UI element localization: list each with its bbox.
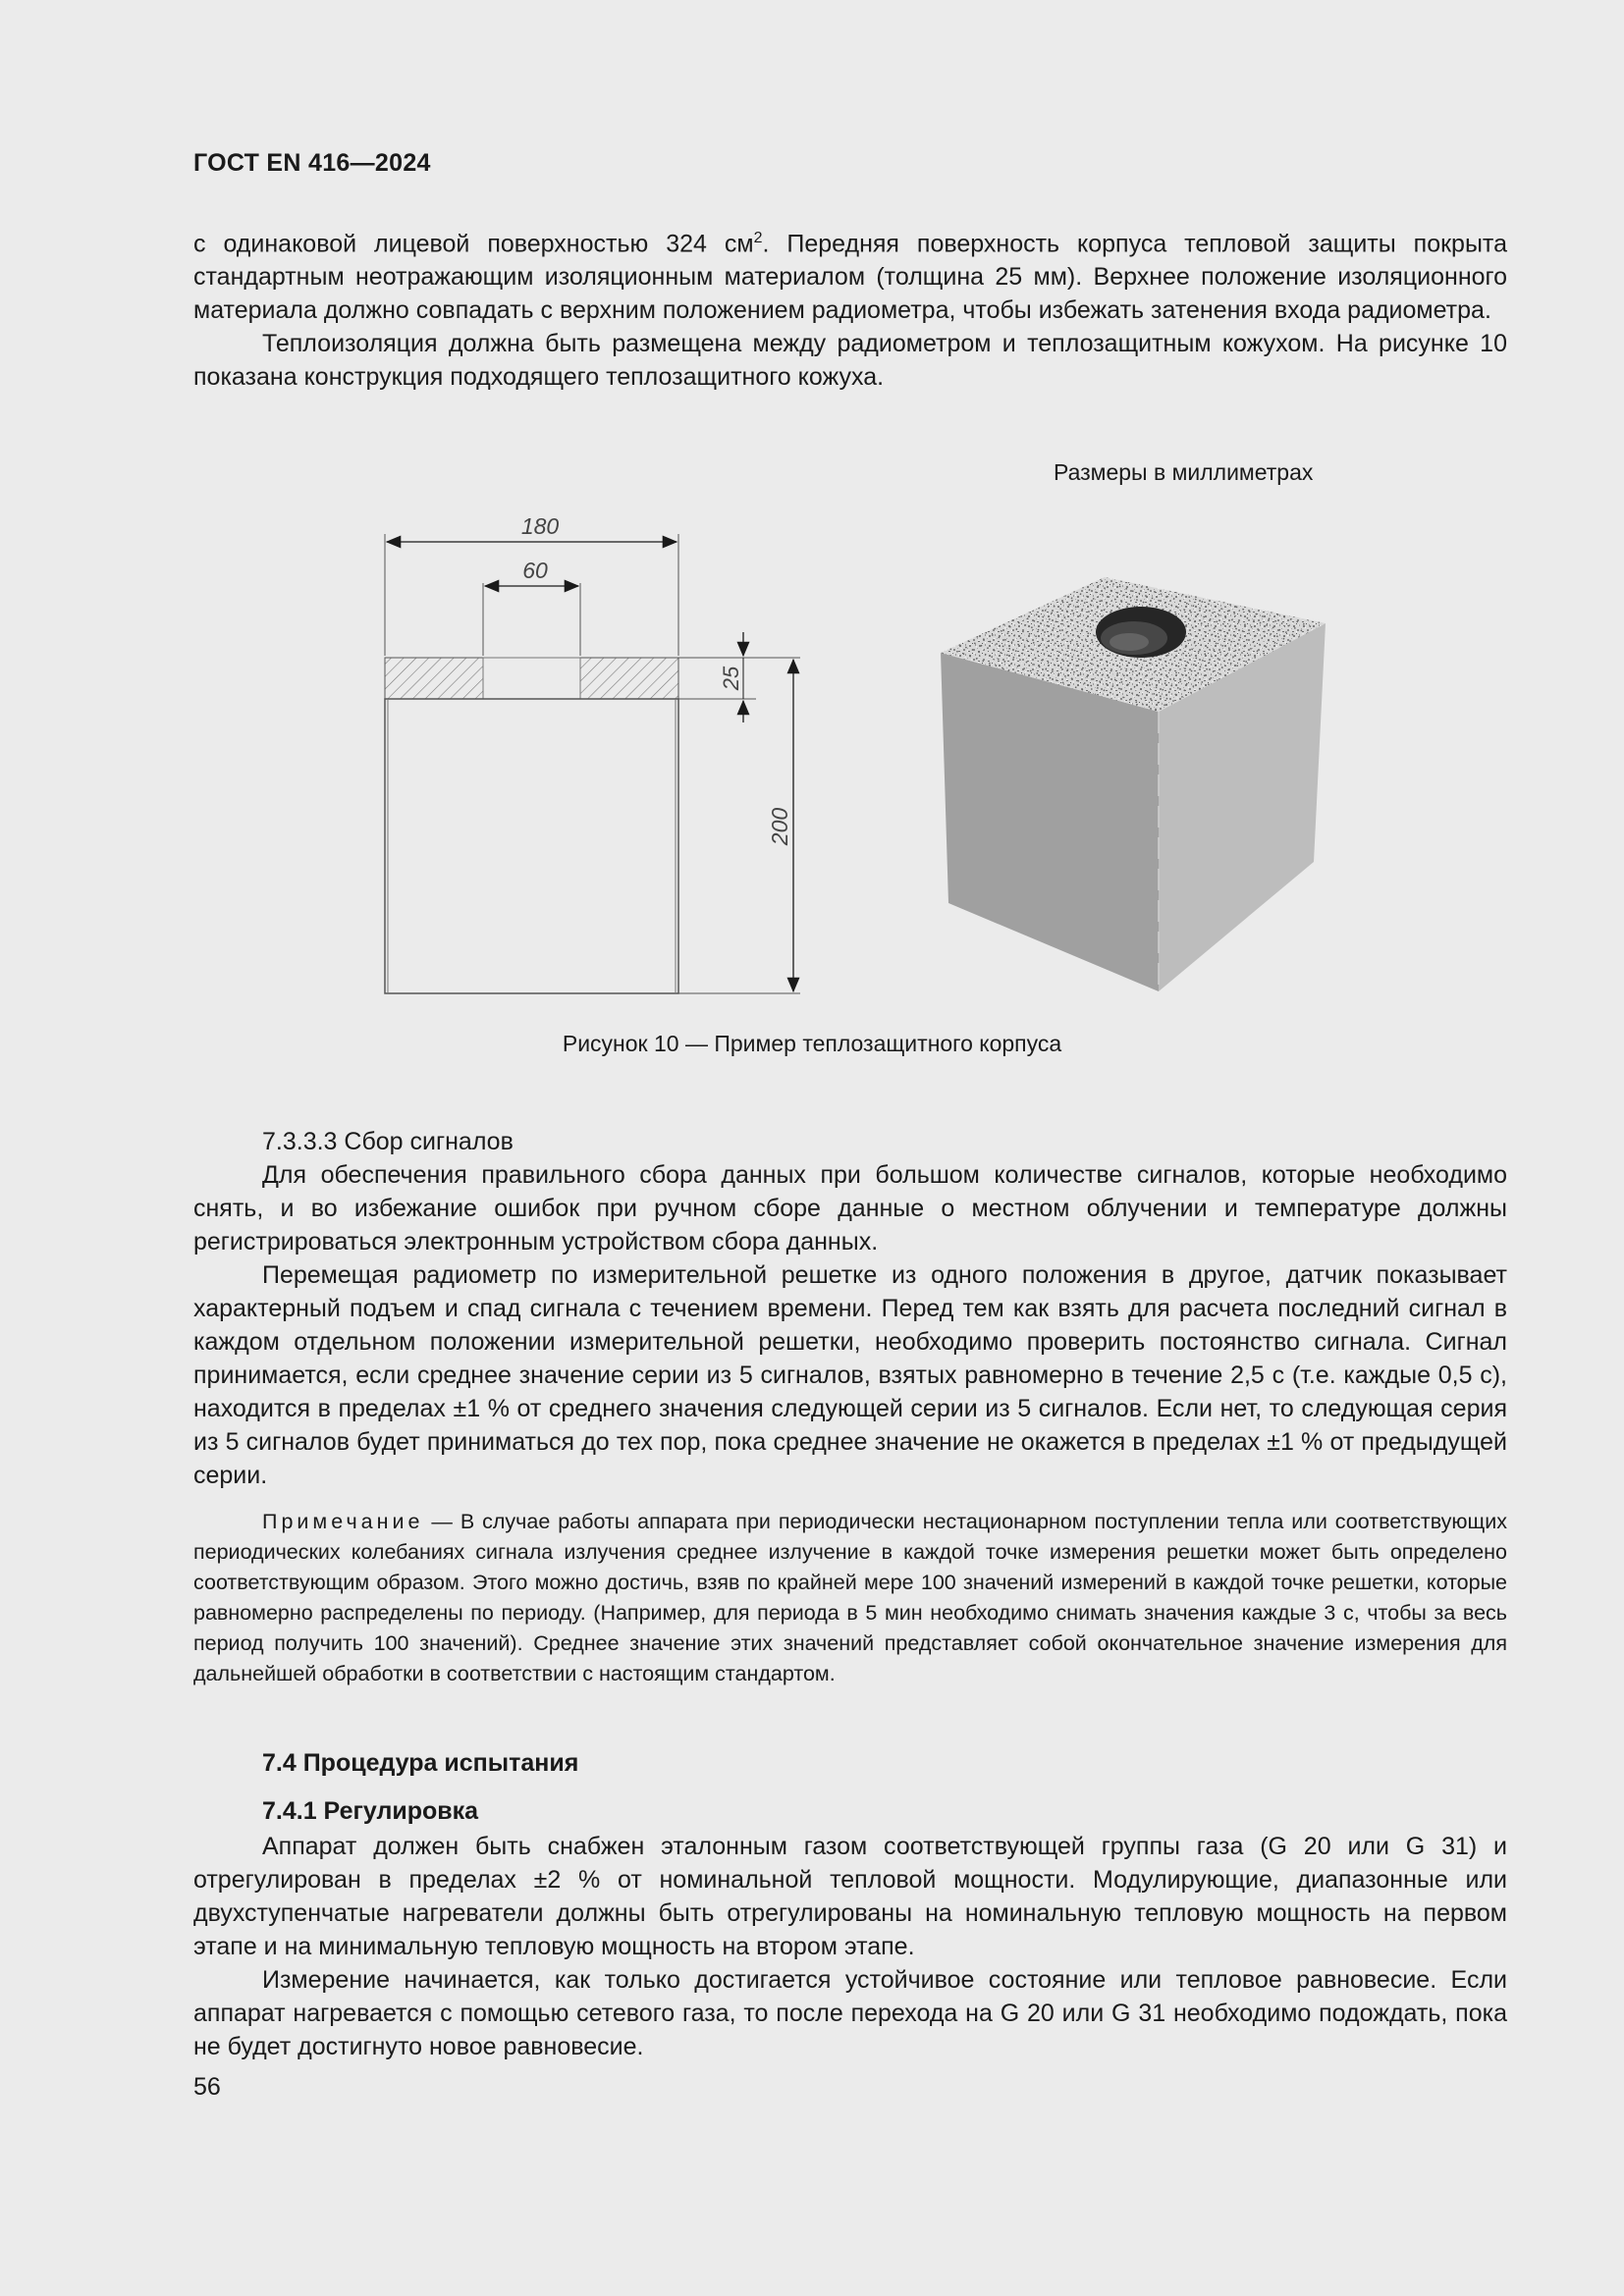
document-header: ГОСТ EN 416—2024	[193, 149, 431, 177]
section-741-paragraph-1: Аппарат должен быть снабжен эталонным газом соответствующей группы газа (G 20 или G 31) и отрегулирован в пределах ±2 % от номинальной тепловой мощности. Модулирующие, диапазонные или двухступенчатые нагреватели должны быть отрегулированы на номинальную тепловую мощность на первом этапе и на минимальную тепловую мощность на втором этапе.	[193, 1833, 1507, 1960]
section-7333-paragraph-1: Для обеспечения правильного сбора данных при большом количестве сигналов, которые необходимо снять, и во избежание ошибок при ручном сборе данные о местном облучении и температуре должны регистрироваться электронным устройством сбора данных.	[193, 1161, 1507, 1255]
figure-caption: Рисунок 10 — Пример теплозащитного корпуса	[562, 1031, 1062, 1056]
note-paragraph	[193, 1507, 1507, 1689]
section-7333-heading: 7.3.3.3 Сбор сигналов	[262, 1128, 514, 1155]
housing-shape	[941, 577, 1326, 991]
section-7333	[193, 1125, 1507, 1492]
note-text: — В случае работы аппарата при периодически нестационарном поступлении тепла или соответствующих периодических колебаниях сигнала излучения среднее излучение в каждой точке измерения решетки может быть определено соответствующим образом. Этого можно достичь, взяв по крайней мере 100 значений измерений в каждой точке решетки, которые равномерно распределены по периоду. (Например, для периода в 5 мин необходимо снимать значения каждые 3 с, чтобы за весь период получить 100 значений). Среднее значение этих значений представляет собой окончательное значение измерения для дальнейшей обработки в соответствии с настоящим стандартом.	[193, 1510, 1507, 1685]
technical-drawing	[373, 501, 825, 1001]
dim-label-60: 60	[522, 558, 548, 583]
dim-label-200: 200	[767, 807, 792, 846]
section-741-paragraph-2: Измерение начинается, как только достигается устойчивое состояние или тепловое равновесие. Если аппарат нагревается с помощью сетевого газа, то после перехода на G 20 или G 31 необходимо подождать, пока не будет достигнуто новое равновесие.	[193, 1966, 1507, 2060]
units-note: Размеры в миллиметрах	[1054, 459, 1314, 485]
dim-label-25: 25	[719, 666, 743, 691]
page-number: 56	[193, 2073, 221, 2101]
section-741-body	[193, 1830, 1507, 2063]
note-block	[193, 1507, 1507, 1689]
intro-text	[193, 222, 1507, 394]
housing-3d-render	[933, 530, 1345, 1001]
section-7333-paragraph-2: Перемещая радиометр по измерительной решетке из одного положения в другое, датчик показывает характерный подъем и спад сигнала с течением времени. Перед тем как взять для расчета последний сигнал в каждом отдельном положении измерительной решетки, необходимо проверить постоянство сигнала. Сигнал принимается, если среднее значение серии из 5 сигналов, взятых равномерно в течение 2,5 с (т.е. каждые 0,5 с), находится в пределах ±1 % от среднего значения следующей серии из 5 сигналов. Если нет, то следующая серия из 5 сигналов будет приниматься до тех пор, пока среднее значение не окажется в пределах ±1 % от предыдущей серии.	[193, 1261, 1507, 1489]
intro-paragraph-1: с одинаковой лицевой поверхностью 324 $см^2$. Передняя поверхность корпуса тепловой защиты покрыта стандартным неотражающим изоляционным материалом (толщина 25 мм). Верхнее положение изоляционного материала должно совпадать с верхним положением радиометра, чтобы избежать затенения входа радиометра.	[193, 230, 1507, 325]
section-741-heading: 7.4.1 Регулировка	[262, 1797, 479, 1825]
section-74-heading: 7.4 Процедура испытания	[262, 1749, 579, 1777]
note-label: Примечание	[262, 1510, 424, 1533]
dim-label-180: 180	[520, 513, 560, 539]
drawing-body	[385, 534, 800, 993]
intro-paragraph-2: Теплоизоляция должна быть размещена между радиометром и теплозащитным кожухом. На рисунке 10 показана конструкция подходящего теплозащитного кожуха.	[193, 330, 1507, 392]
